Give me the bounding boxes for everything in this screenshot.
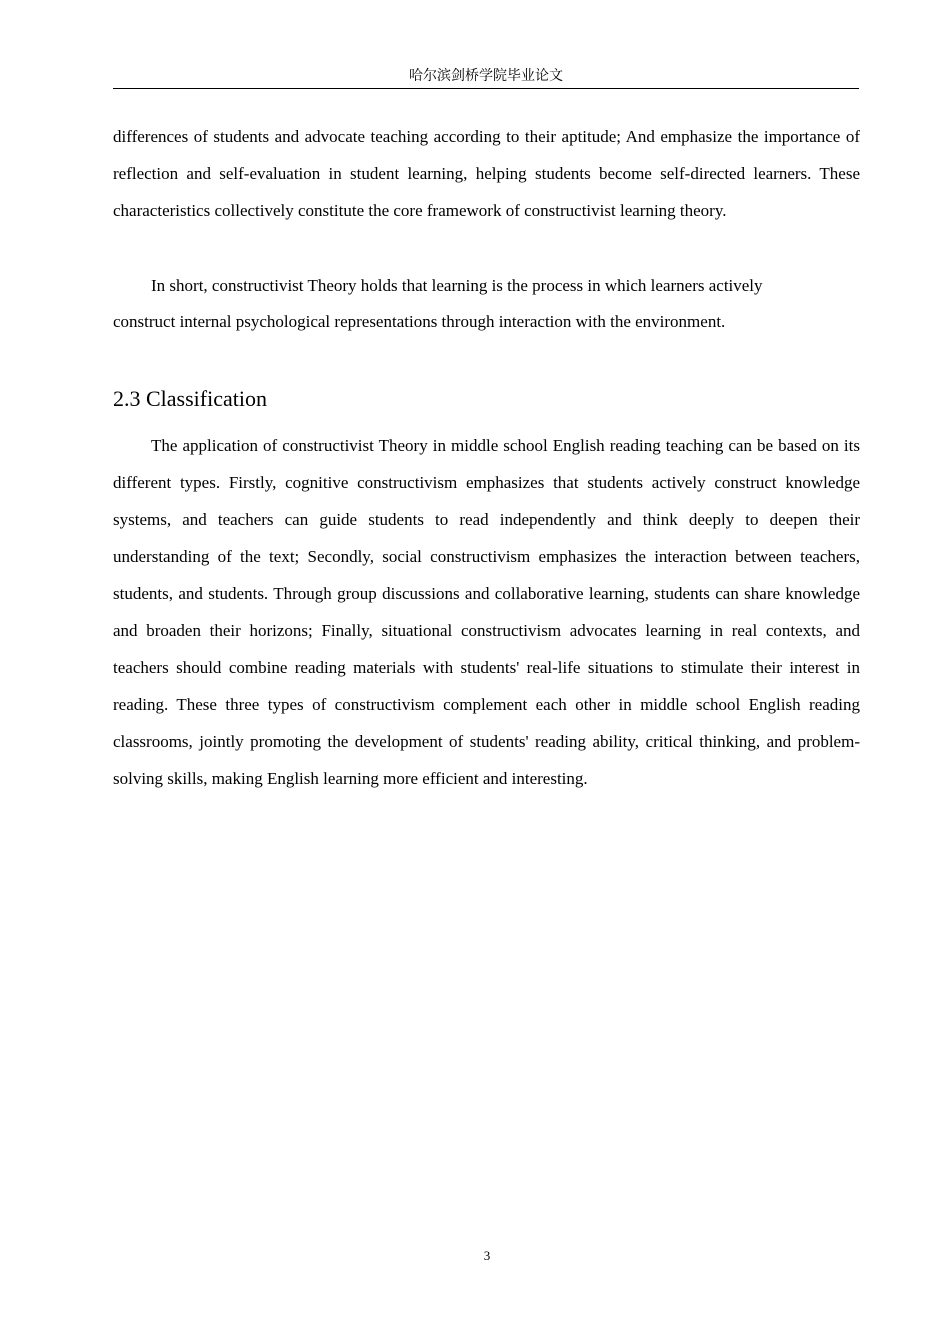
body-paragraph-summary [113,268,813,340]
running-header: 哈尔滨剑桥学院毕业论文 [409,68,563,84]
body-paragraph-continued [113,118,860,229]
paragraph-text: differences of students and advocate teaching according to their aptitude; And emphasize the importance of reflection and self-evaluation in student learning, helping students become self-directed learners. These characteristics collectively constitute the core framework of constructivist learning theory. [113,127,860,220]
section-heading: 2.3 Classification [113,386,267,411]
page-number: 3 [483,1248,491,1263]
paragraph-text: In short, constructivist Theory holds that learning is the process in which learners actively construct internal psychological representations through interaction with the environment. [113,276,763,331]
paragraph-text: The application of constructivist Theory in middle school English reading teaching can be based on its different types. Firstly, cognitive constructivism emphasizes that students actively construct knowledge systems, and teachers can guide students to read independently and think deeply to deepen their understanding of the text; Secondly, social constructivism emphasizes the interaction between teachers, students, and students. Through group discussions and collaborative learning, students can share knowledge and broaden their horizons; Finally, situational constructivism advocates learning in real contexts, and teachers should combine reading materials with students' real-life situations to stimulate their interest in reading. These three types of constructivism complement each other in middle school English reading classrooms, jointly promoting the development of students' reading ability, critical thinking, and problem-solving skills, making English learning more efficient and interesting. [113,436,860,788]
header-divider [113,88,859,89]
body-paragraph-classification [113,427,860,797]
